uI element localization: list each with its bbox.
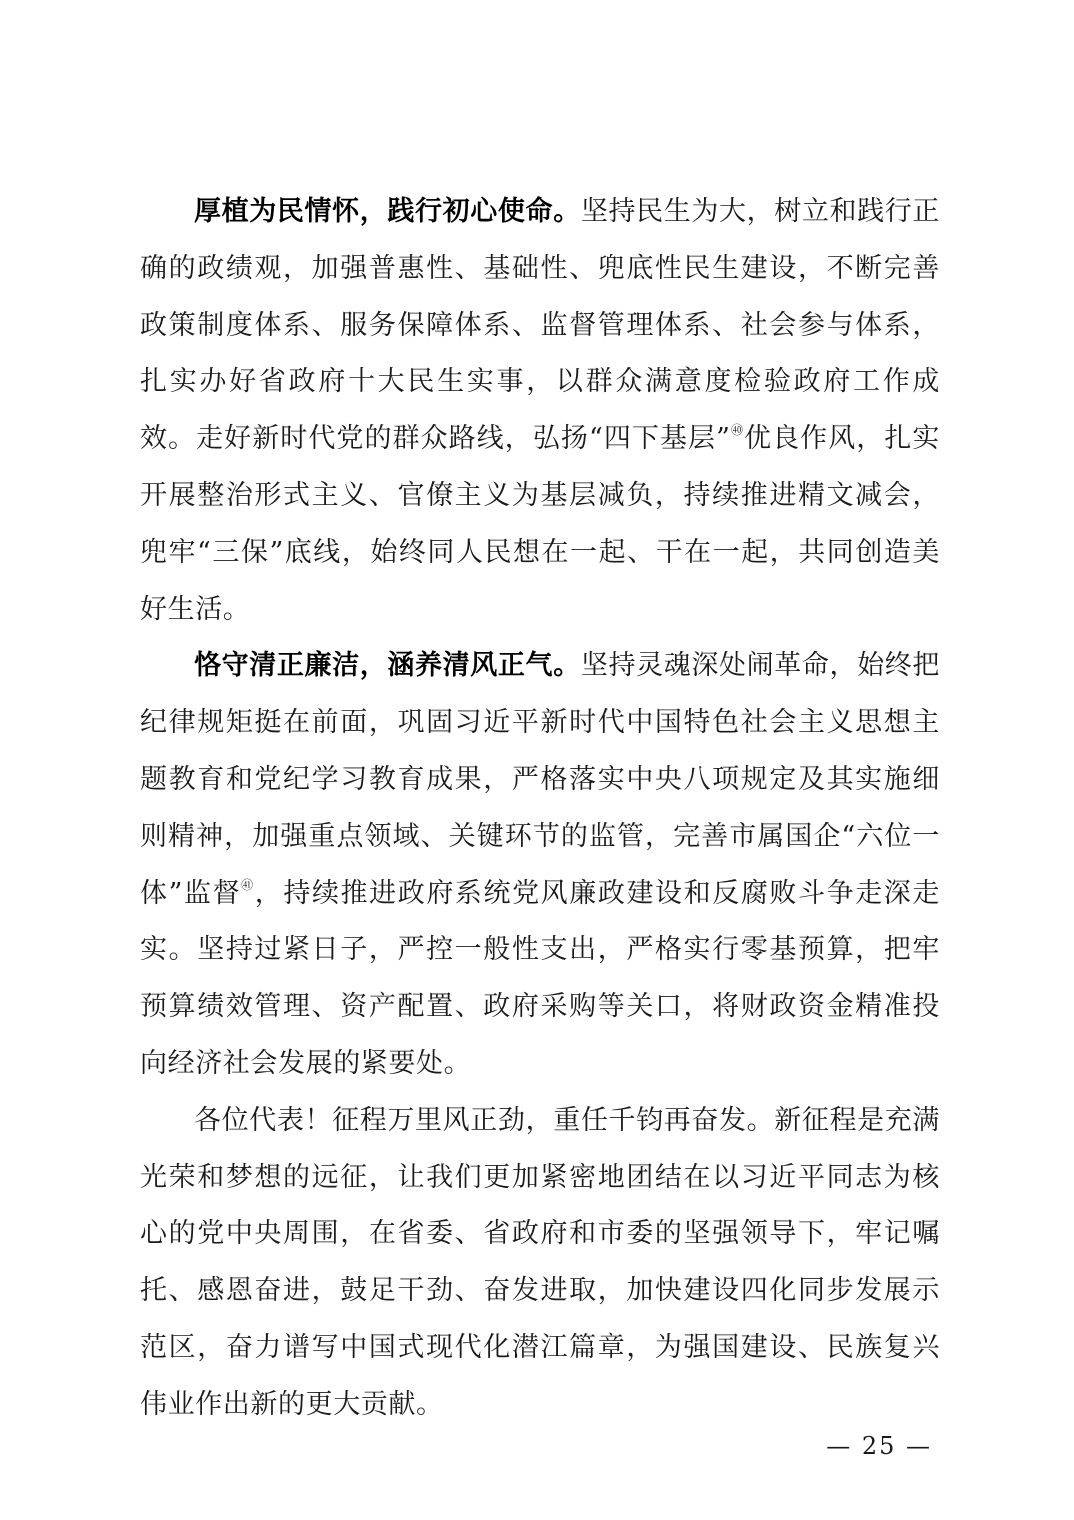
footnote-marker: ㊶ — [241, 877, 255, 892]
paragraph-closing: 各位代表！征程万里风正劲，重任千钧再奋发。新征程是充满光荣和梦想的远征，让我们更加紧密地团结在以习近平同志为核心的党中央周围，在省委、省政府和市委的坚强领导下，牢记嘱托、感恩奋进，鼓足干劲、奋发进取，加快建设四化同步发展示范区，奋力谱写中国式现代化潜江篇章，为强国建设、民族复兴伟业作出新的更大贡献。 — [140, 1104, 940, 1420]
page-number: — 25 — — [826, 1432, 932, 1460]
paragraph-text: 坚持民生为大，树立和践行正确的政绩观，加强普惠性、基础性、兜底性民生建设，不断完善政策制度体系、服务保障体系、监督管理体系、社会参与体系，扎实办好省政府十大民生实事，以群众满意度检验政府工作成效。走好新时代党的群众路线，弘扬“四下基层” — [140, 196, 940, 455]
paragraph-lead-heading: 恪守清正廉洁，涵养清风正气。 — [194, 650, 581, 682]
paragraph-integrity — [140, 638, 940, 1092]
body-text — [140, 184, 940, 1434]
paragraph-lead-heading: 厚植为民情怀，践行初心使命。 — [194, 196, 581, 227]
paragraph-text: ，持续推进政府系统党风廉政建设和反腐败斗争走深走实。坚持过紧日子，严控一般性支出，严格实行零基预算，把牢预算绩效管理、资产配置、政府采购等关口，将财政资金精准投向经济社会发展的紧要处。 — [140, 877, 940, 1079]
paragraph-livelihood — [140, 184, 940, 638]
paragraph-text: 坚持灵魂深处闹革命，始终把纪律规矩挺在前面，巩固习近平新时代中国特色社会主义思想主题教育和党纪学习教育成果，严格落实中央八项规定及其实施细则精神，加强重点领域、关键环节的监管，完善市属国企“六位一体”监督 — [140, 650, 940, 909]
paragraph-text: 优良作风，扎实开展整治形式主义、官僚主义为基层减负，持续推进精文减会，兜牢“三保”底线，始终同人民想在一起、干在一起，共同创造美好生活。 — [140, 423, 940, 625]
footnote-marker: ㊵ — [730, 423, 745, 438]
